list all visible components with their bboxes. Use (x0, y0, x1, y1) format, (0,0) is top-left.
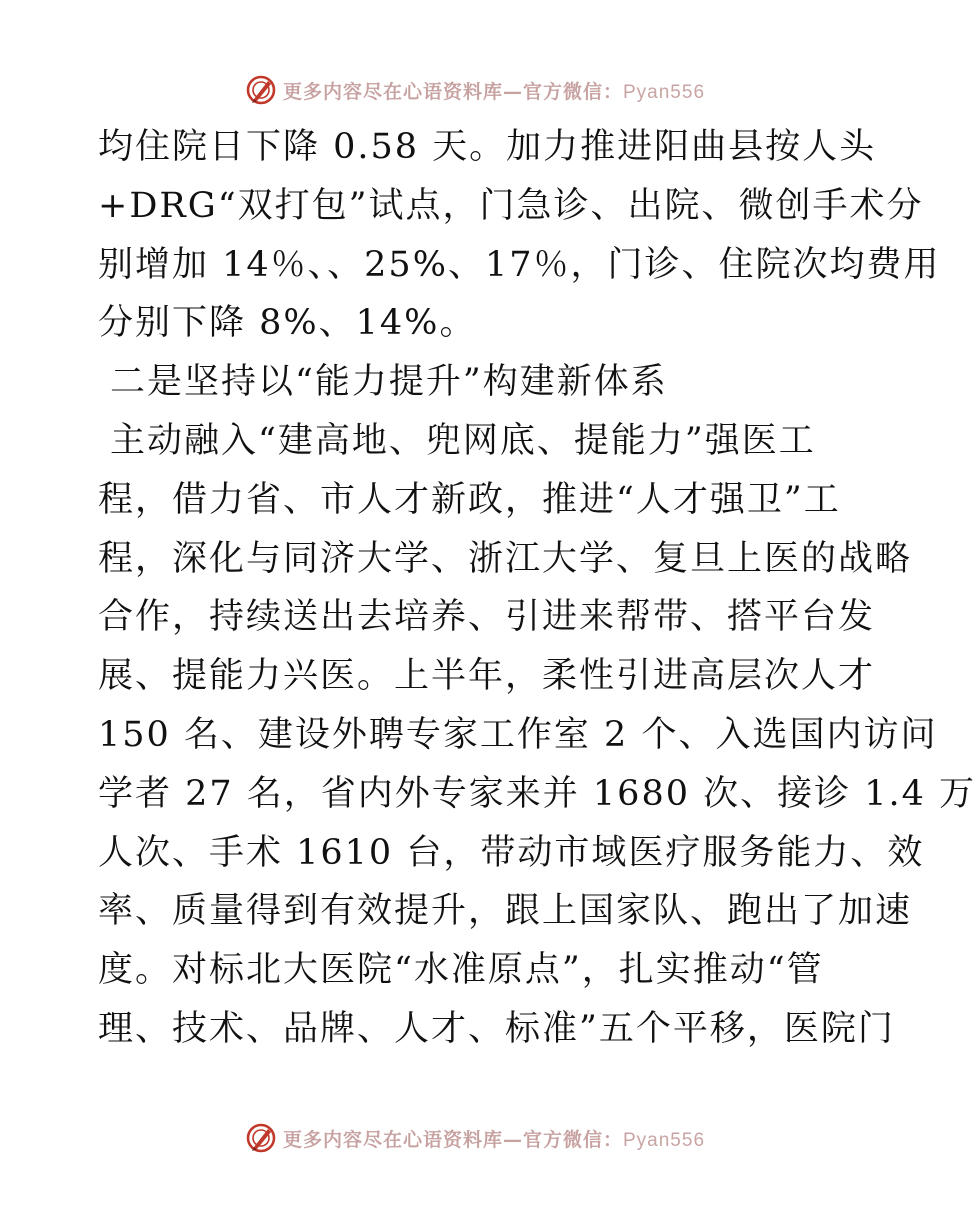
text-line: 程，深化与同济大学、浙江大学、复旦上医的战略 (98, 538, 913, 579)
text-line: 度。对标北大医院“水准原点”，扎实推动“管 (98, 950, 824, 991)
text-line: 别增加 14％、、25%、17％，门诊、住院次均费用 (98, 244, 941, 285)
section-heading: 二是坚持以“能力提升”构建新体系 (110, 362, 668, 403)
text-line: +DRG“双打包”试点，门急诊、出院、微创手术分 (98, 185, 924, 226)
wechat-id: Pyan556 (623, 81, 706, 103)
text-line: 率、质量得到有效提升，跟上国家队、跑出了加速 (98, 891, 913, 932)
text-line: 展、提能力兴医。上半年，柔性引进高层次人才 (98, 656, 876, 697)
text-line: 均住院日下降 0.58 天。加力推进阳曲县按人头 (98, 127, 877, 167)
document-body (98, 118, 976, 1059)
watermark-text: 更多内容尽在心语资料库—官方微信：Pyan556 (282, 80, 706, 103)
text-line: 理、技术、品牌、人才、标准”五个平移，医院门 (98, 1008, 895, 1049)
text-line: 150 名、建设外聘专家工作室 2 个、入选国内访问 (98, 714, 938, 755)
text-line: 合作，持续送出去培养、引进来帮带、搭平台发 (98, 597, 876, 638)
watermark-text: 更多内容尽在心语资料库—官方微信：Pyan556 (282, 1128, 706, 1151)
text-line: 程，借力省、市人才新政，推进“人才强卫”工 (98, 479, 841, 520)
logo-icon (245, 74, 277, 106)
text-line: 学者 27 名，省内外专家来并 1680 次、接诊 1.4 万 (98, 773, 976, 814)
footer-watermark (0, 1118, 950, 1158)
text-line: 主动融入“建高地、兜网底、提能力”强医工 (110, 420, 816, 461)
header-watermark (0, 70, 950, 110)
text-line: 分别下降 8%、14%。 (98, 303, 477, 344)
text-line: 人次、手术 1610 台，带动市域医疗服务能力、效 (98, 832, 925, 873)
logo-icon (245, 1122, 277, 1154)
wechat-id: Pyan556 (623, 1129, 706, 1151)
